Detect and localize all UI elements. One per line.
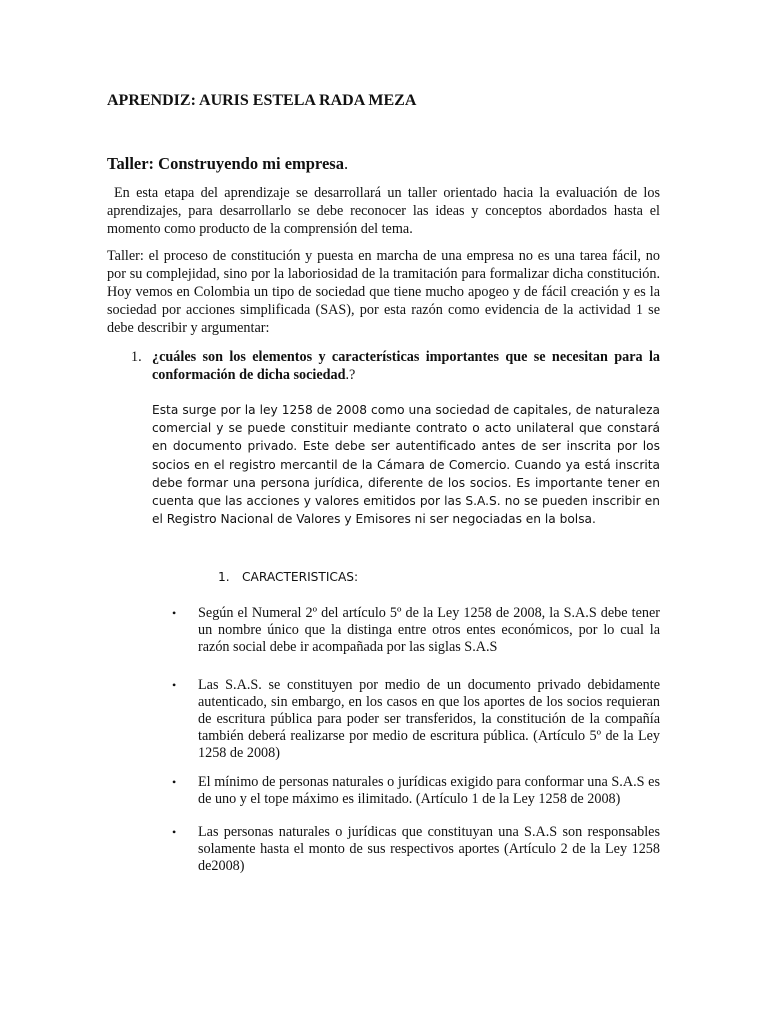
document-title-text: Taller: Construyendo mi empresa (107, 154, 344, 173)
bullet-dot-icon: • (172, 678, 177, 692)
answer-paragraph: Esta surge por la ley 1258 de 2008 como una sociedad de capitales, de naturaleza comercial y se puede constituir mediante contrato o acto unilateral que constará en documento privado. Este debe ser autentificado antes de ser inscrita por los socios en el registro mercantil de la Cámara de Comercio. Cuando ya está inscrita debe formar una persona jurídica, diferente de los socios. Es importante tener en cuenta que las acciones y valores emitidos por las S.A.S. no se pueden inscribir en el Registro Nacional de Valores y Emisores ni ser negociadas en la bolsa. (152, 403, 660, 527)
bullet-item (172, 677, 660, 762)
question-text: ¿cuáles son los elementos y características importantes que se necesitan para la conformación de dicha sociedad (152, 349, 660, 383)
intro-paragraph: En esta etapa del aprendizaje se desarrollará un taller orientado hacia la evaluación de los aprendizajes, para desarrollarlo se debe reconocer las ideas y conceptos abordados hasta el momento como producto de la comprensión del tema. (107, 185, 660, 237)
characteristics-label: CARACTERISTICAS: (242, 570, 359, 584)
bullet-item (172, 824, 660, 875)
bullet-dot-icon: • (172, 606, 177, 620)
author-line: APRENDIZ: AURIS ESTELA RADA MEZA (107, 92, 417, 109)
workshop-paragraph: Taller: el proceso de constitución y puesta en marcha de una empresa no es una tarea fácil, no por su complejidad, sino por la laboriosidad de la tramitación para formalizar dicha constitución. Hoy vemos en Colombia un tipo de sociedad que tiene mucho apogeo y de fácil creación y es la sociedad por acciones simplificada (SAS), por esta razón como evidencia de la actividad 1 se debe describir y argumentar: (107, 248, 660, 336)
bullet-text: Según el Numeral 2º del artículo 5º de la Ley 1258 de 2008, la S.A.S debe tener un nombre único que la distinga entre otros entes económicos, por lo cual la razón social debe ir acompañada por las siglas S.A.S (198, 605, 660, 655)
question-item (131, 348, 660, 384)
bullet-text: Las S.A.S. se constituyen por medio de un documento privado debidamente autenticado, sin embargo, en los casos en que los aportes de los socios requieran de escritura pública para poder ser transferidos, la constitución de la compañía también deberá realizarse por medio de escritura pública. (Artículo 5º de la Ley 1258 de 2008) (198, 677, 660, 761)
characteristics-heading (218, 570, 358, 584)
bullet-text: El mínimo de personas naturales o jurídicas exigido para conformar una S.A.S es de uno y el tope máximo es ilimitado. (Artículo 1 de la Ley 1258 de 2008) (198, 774, 660, 807)
bullet-item (172, 605, 660, 656)
bullet-dot-icon: • (172, 825, 177, 839)
document-title (107, 154, 348, 174)
question-number: 1. (131, 349, 142, 365)
bullet-text: Las personas naturales o jurídicas que constituyan una S.A.S son responsables solamente hasta el monto de sus respectivos aportes (Artículo 2 de la Ley 1258 de2008) (198, 824, 660, 874)
document-title-period: . (343, 154, 349, 173)
bullet-item (172, 774, 660, 808)
question-text-block (152, 348, 660, 384)
characteristics-number: 1. (218, 570, 230, 584)
bullet-dot-icon: • (172, 775, 177, 789)
question-suffix: .? (345, 367, 356, 383)
